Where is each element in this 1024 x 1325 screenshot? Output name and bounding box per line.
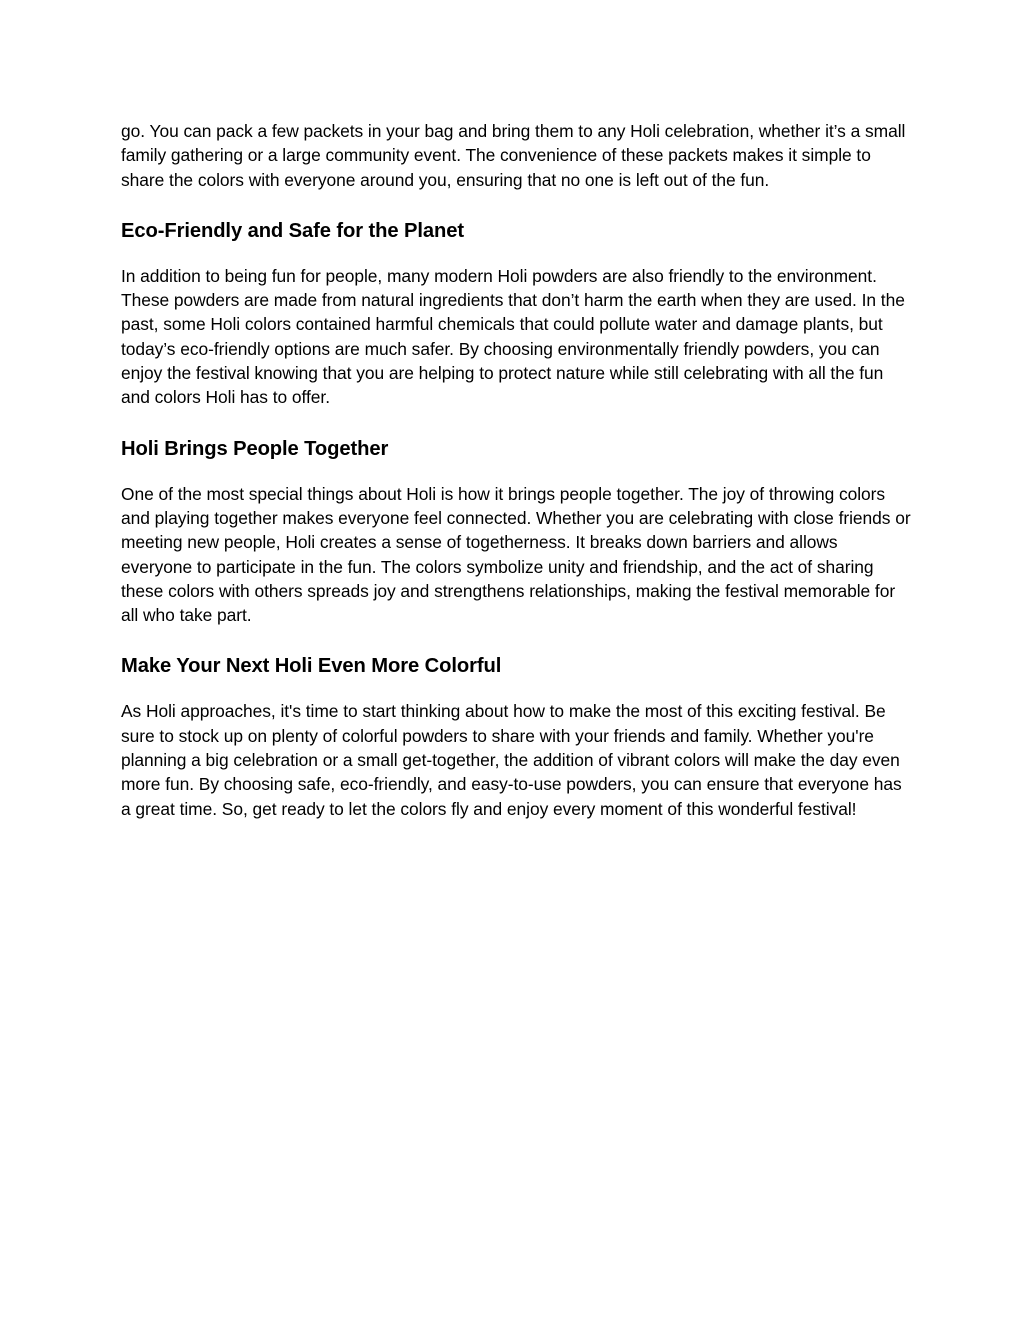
- section-heading-people-together: Holi Brings People Together: [121, 437, 389, 460]
- section-paragraph-people-together: One of the most special things about Holi is how it brings people together. The joy of throwing colors and playing together makes everyone feel connected. Whether you are celebrating with close friends or meeting new people, Holi creates a sense of togetherness. It breaks down barriers and allows everyone to participate in the fun. The colors symbolize unity and friendship, and the act of sharing these colors with others spreads joy and strengthens relationships, making the festival memorable for all who take part.: [121, 483, 911, 626]
- intro-paragraph: go. You can pack a few packets in your bag and bring them to any Holi celebration, whether it’s a small family gathering or a large community event. The convenience of these packets makes it simple to share the colors with everyone around you, ensuring that no one is left out of the fun.: [121, 121, 906, 190]
- section-heading-more-colorful: Make Your Next Holi Even More Colorful: [121, 655, 502, 678]
- section-paragraph-eco-friendly: In addition to being fun for people, many modern Holi powders are also friendly to the environment. These powders are made from natural ingredients that don’t harm the earth when they are used. In the past, some Holi colors contained harmful chemicals that could pollute water and damage plants, but today’s eco-friendly options are much safer. By choosing environmentally friendly powders, you can enjoy the festival knowing that you are helping to protect nature while still celebrating with all the fun and colors Holi has to offer.: [121, 265, 905, 408]
- document-page: [121, 119, 911, 847]
- section-paragraph-more-colorful: As Holi approaches, it's time to start thinking about how to make the most of this exciting festival. Be sure to stock up on plenty of colorful powders to share with your friends and family. Whether you're planning a big celebration or a small get-together, the addition of vibrant colors will make the day even more fun. By choosing safe, eco-friendly, and easy-to-use powders, you can ensure that everyone has a great time. So, get ready to let the colors fly and enjoy every moment of this wonderful festival!: [121, 701, 902, 819]
- section-heading-eco-friendly: Eco-Friendly and Safe for the Planet: [121, 219, 465, 242]
